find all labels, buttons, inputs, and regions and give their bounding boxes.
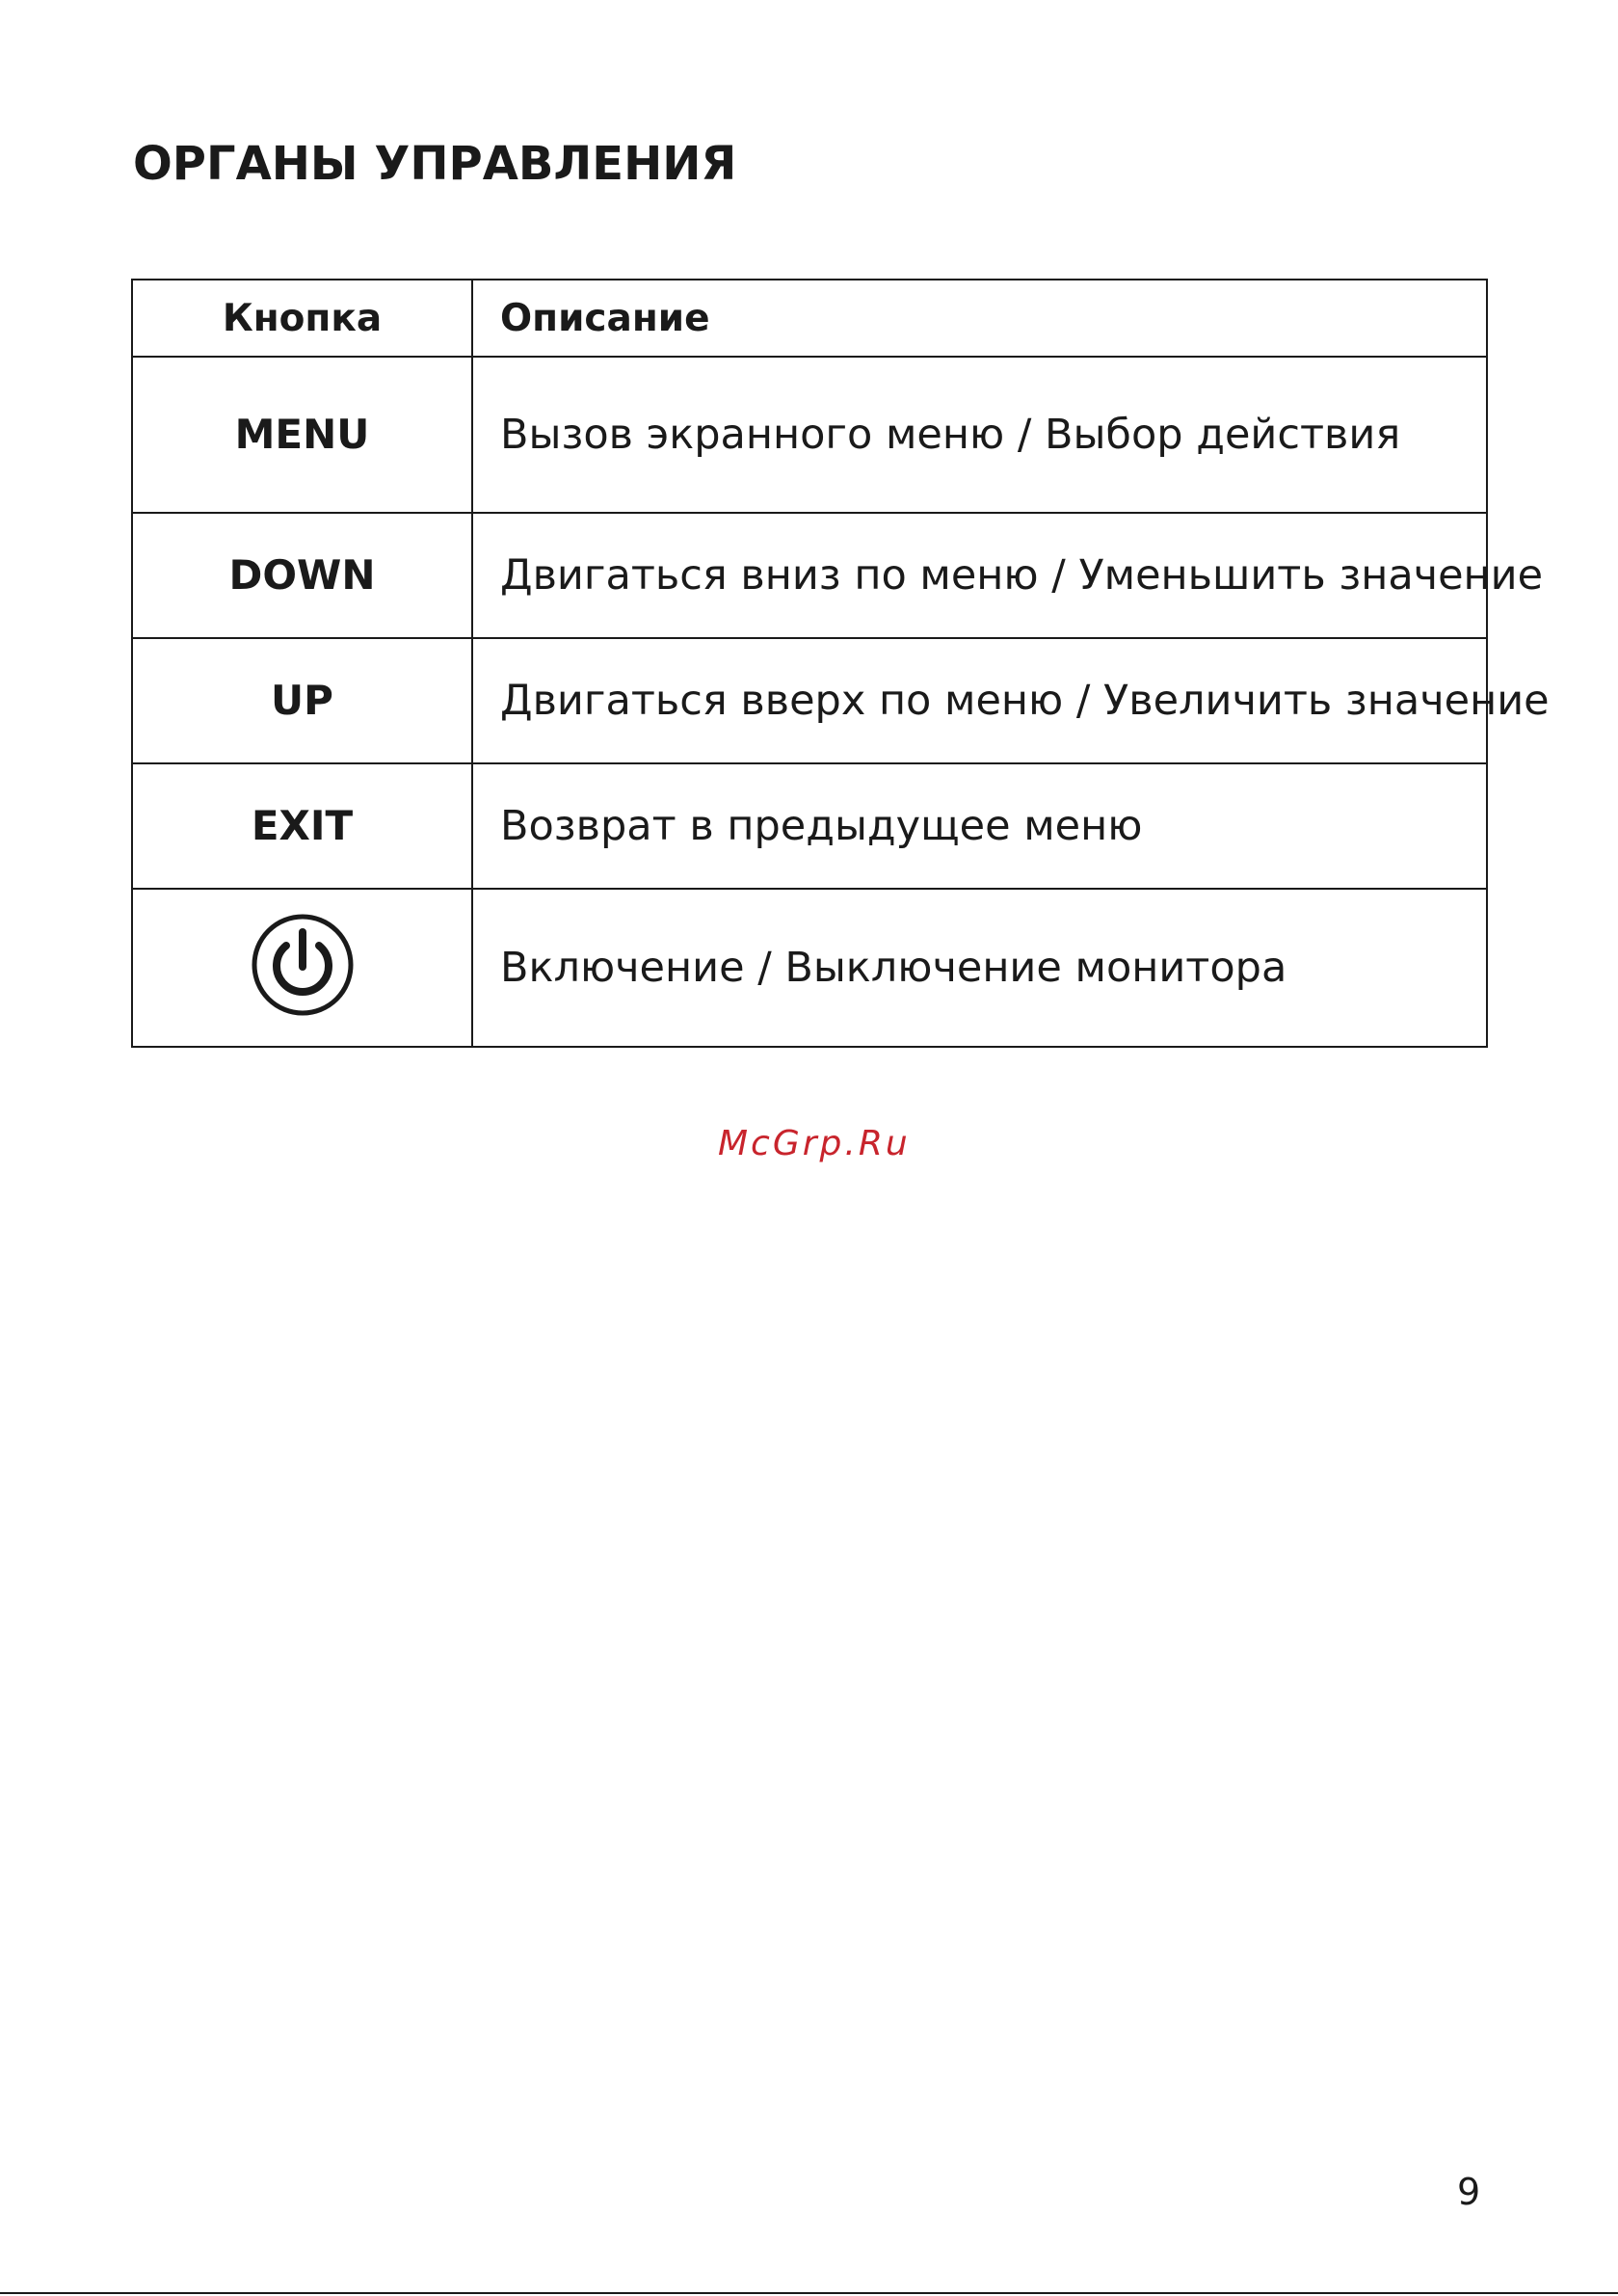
button-name-cell: DOWN: [132, 513, 472, 638]
table-row: [132, 638, 1487, 763]
description-cell: Вызов экранного меню / Выбор действия: [472, 357, 1487, 513]
column-header-button: Кнопка: [132, 280, 472, 357]
table-row: [132, 889, 1487, 1047]
bottom-rule: [0, 2292, 1618, 2294]
power-icon: [251, 913, 355, 1024]
controls-table: [131, 279, 1550, 1048]
button-name-cell: MENU: [132, 357, 472, 513]
table-header-row: [132, 280, 1487, 357]
watermark: McGrp.Ru: [718, 1124, 911, 1163]
description-cell: Двигаться вверх по меню / Увеличить значение: [472, 638, 1487, 763]
page-number: 9: [1457, 2171, 1481, 2213]
table-row: [132, 357, 1487, 513]
description-cell: Двигаться вниз по меню / Уменьшить значение: [472, 513, 1487, 638]
button-name-cell: EXIT: [132, 763, 472, 889]
table-row: [132, 763, 1487, 889]
table-row: [132, 513, 1487, 638]
description-cell: Включение / Выключение монитора: [472, 889, 1487, 1047]
description-cell: Возврат в предыдущее меню: [472, 763, 1487, 889]
page-title: ОРГАНЫ УПРАВЛЕНИЯ: [133, 137, 737, 191]
column-header-description: Описание: [472, 280, 1487, 357]
button-icon-cell: [132, 889, 472, 1047]
button-name-cell: UP: [132, 638, 472, 763]
